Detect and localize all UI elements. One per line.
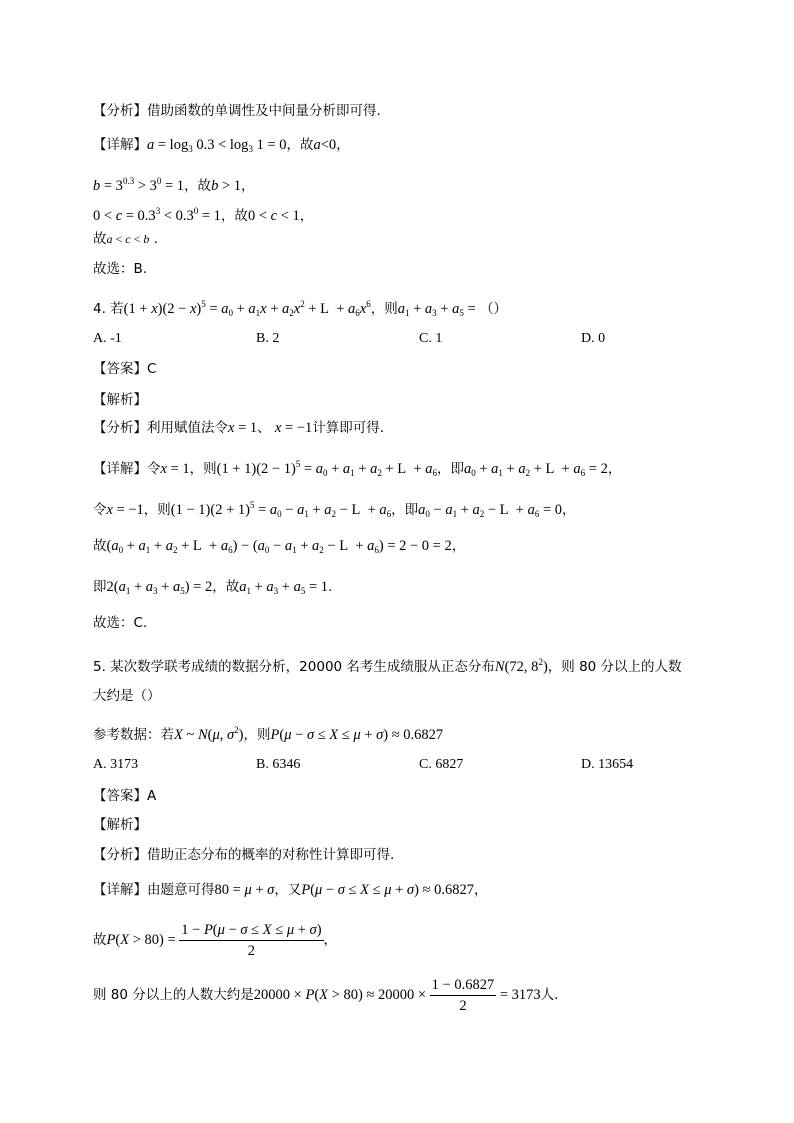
- option-d: D. 0: [581, 331, 606, 346]
- solution-line: 则 80 分以上的人数大约是20000 × P(X > 80) ≈ 20000 × $\frac{1 - 0.6827}{2}$ = 3173人.: [93, 976, 559, 1014]
- option-c: C. 1: [419, 331, 443, 346]
- answer-label: 【答案】A: [93, 788, 157, 804]
- solution-line: 故$(a_0 + a_1 + a_2 + L + a_6) - (a_0 - a_1 + a_2 - L + a_6) = 2 - 0 = 2$，: [93, 538, 466, 555]
- solution-line: 【详解】令x = 1，则$(1 + 1)(2 - 1)^5 = a_0 + a_1 + a_2 + L + a_6$，即$a_0 + a_1 + a_2 + L + a_6 = 2$，: [93, 459, 622, 478]
- solution-line: $0 < c = 0.3^3 < 0.3^0 = 1$，故0 < c < 1，: [93, 206, 314, 224]
- answer-label: 【答案】C: [93, 361, 157, 377]
- solution-line: 【详解】由题意可得80 = μ + σ，又P(μ − σ ≤ X ≤ μ + σ) ≈ 0.6827，: [93, 882, 488, 898]
- solution-line: 故P(X > 80) = $\frac{1 - P(\mu - \sigma \le X \le \mu + \sigma)}{2}$ ，: [93, 921, 338, 959]
- solution-line: 【详解】$a = \log_3 0.3 < \log_3 1 = 0$，故a<0，: [93, 137, 350, 154]
- analysis-line: 【分析】借助函数的单调性及中间量分析即可得.: [93, 103, 381, 119]
- solution-line: 即$2(a_1 + a_3 + a_5) = 2$，故$a_1 + a_3 + a_5 = 1$.: [93, 579, 333, 596]
- option-b: B. 6346: [256, 757, 301, 772]
- answer-choice-line: 故选：C.: [93, 615, 148, 631]
- option-a: A. 3173: [93, 757, 139, 772]
- question-5: 5. 某次数学联考成绩的数据分析，20000 名考生成绩服从正态分布N(72, $8^2$)，则 80 分以上的人数: [93, 657, 682, 675]
- question-4: 4. 若$(1 + x)(2 - x)^5 = a_0 + a_1x + a_2x^2 + L + a_6x^6$，则$a_1 + a_3 + a_5$ = （）: [93, 299, 507, 318]
- solution-line: 令x = −1，则$(1 - 1)(2 + 1)^5 = a_0 - a_1 + a_2 - L + a_6$，即$a_0 - a_1 + a_2 - L + a_6 = 0$，: [93, 500, 576, 519]
- analysis-line: 【分析】利用赋值法令x = 1、 x = −1计算即可得.: [93, 420, 385, 436]
- fraction: $\frac{1 - 0.6827}{2}$: [431, 976, 495, 1014]
- fraction: $\frac{1 - P(\mu - \sigma \le X \le \mu + \sigma)}{2}$: [181, 921, 322, 959]
- option-d: D. 13654: [581, 757, 634, 772]
- solution-line: 故a < c < b .: [93, 231, 158, 247]
- explanation-label: 【解析】: [93, 817, 147, 833]
- reference-data: 参考数据：若X ~ N(μ, $\sigma^2$)，则P(μ − σ ≤ X ≤ μ + σ) ≈ 0.6827: [93, 725, 444, 743]
- option-b: B. 2: [256, 331, 280, 346]
- solution-line: $b = 3^{0.3} > 3^0 = 1$，故b > 1，: [93, 176, 255, 194]
- answer-choice-line: 故选：B.: [93, 261, 148, 277]
- analysis-line: 【分析】借助正态分布的概率的对称性计算即可得.: [93, 847, 395, 863]
- option-c: C. 6827: [419, 757, 464, 772]
- question-5-cont: 大约是（）: [93, 688, 161, 704]
- explanation-label: 【解析】: [93, 392, 147, 408]
- option-a: A. -1: [93, 331, 122, 346]
